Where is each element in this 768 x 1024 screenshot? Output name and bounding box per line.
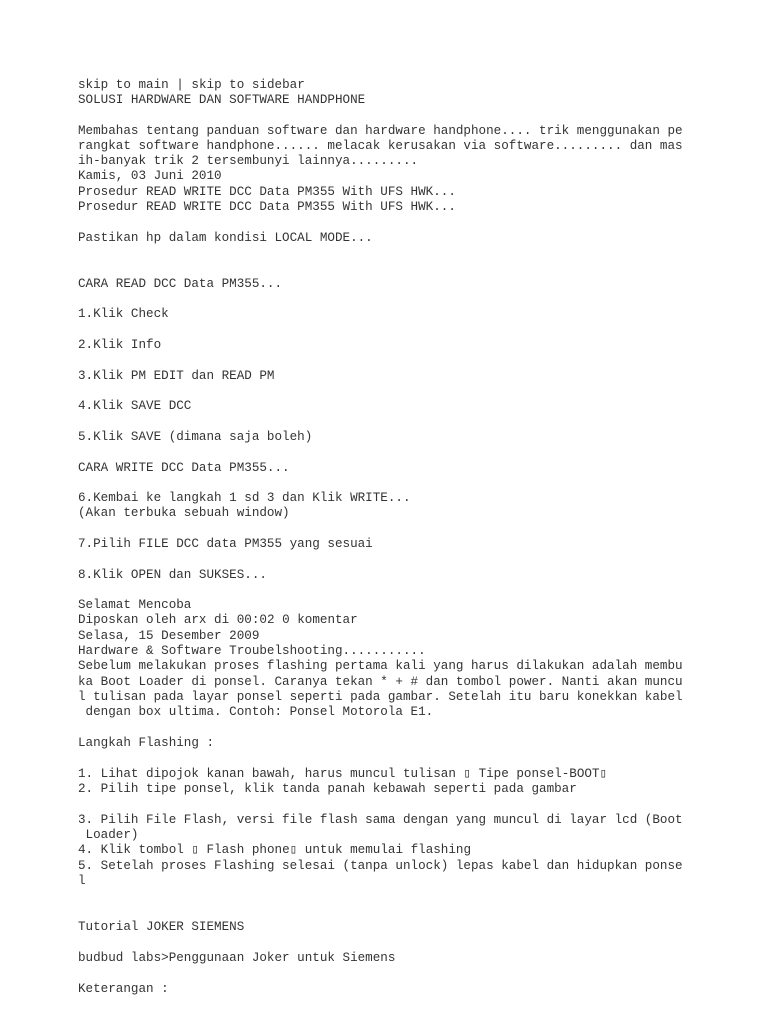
flash-step: 3. Pilih File Flash, versi file flash sama dengan yang muncul di layar lcd (Boot (78, 813, 683, 827)
write-step-note: (Akan terbuka sebuah window) (78, 506, 290, 520)
post-title: Tutorial JOKER SIEMENS (78, 920, 245, 934)
post-title-repeat: Prosedur READ WRITE DCC Data PM355 With UFS HWK... (78, 200, 456, 214)
read-heading: CARA READ DCC Data PM355... (78, 277, 283, 291)
post-title[interactable]: Hardware & Software Troubelshooting........... (78, 644, 426, 658)
footer-space (275, 613, 283, 627)
blog-description-line: rangkat software handphone...... melacak kerusakan via software......... dan mas (78, 139, 683, 153)
read-step: 4.Klik SAVE DCC (78, 399, 192, 413)
post-body-line: l tulisan pada layar ponsel seperti pada gambar. Setelah itu baru konekkan kabel (78, 690, 683, 704)
comments-link[interactable]: 0 komentar (282, 613, 358, 627)
blog-description-line: Membahas tentang panduan software dan hardware handphone.... trik menggunakan pe (78, 124, 683, 138)
flash-step: 4. Klik tombol ▯ Flash phone▯ untuk memulai flashing (78, 843, 472, 857)
footer-at: di (206, 613, 237, 627)
blog-title[interactable]: SOLUSI HARDWARE DAN SOFTWARE HANDPHONE (78, 93, 366, 107)
post-body-line: dengan box ultima. Contoh: Ponsel Motorola E1. (78, 705, 434, 719)
write-heading: CARA WRITE DCC Data PM355... (78, 461, 290, 475)
flash-step: 2. Pilih tipe ponsel, klik tanda panah kebawah seperti pada gambar (78, 782, 577, 796)
write-step: 8.Klik OPEN dan SUKSES... (78, 568, 267, 582)
author-link[interactable]: arx (183, 613, 207, 627)
flash-step: 5. Setelah proses Flashing selesai (tanpa unlock) lepas kabel dan hidupkan ponse (78, 859, 683, 873)
write-step: 7.Pilih FILE DCC data PM355 yang sesuai (78, 537, 373, 551)
read-step: 2.Klik Info (78, 338, 162, 352)
read-step: 5.Klik SAVE (dimana saja boleh) (78, 430, 313, 444)
post-body-line: ka Boot Loader di ponsel. Caranya tekan * + # dan tombol power. Nanti akan muncu (78, 675, 683, 689)
skip-links (78, 78, 305, 93)
flash-heading: Langkah Flashing : (78, 736, 215, 750)
post-date: Kamis, 03 Juni 2010 (78, 169, 222, 183)
post-intro: Pastikan hp dalam kondisi LOCAL MODE... (78, 231, 373, 245)
read-step: 1.Klik Check (78, 307, 169, 321)
skip-to-sidebar-link[interactable]: skip to sidebar (191, 78, 305, 92)
post-body-line: Sebelum melakukan proses flashing pertama kali yang harus dilakukan adalah membu (78, 659, 683, 673)
flash-step-continued: l (78, 874, 86, 888)
flash-step: 1. Lihat dipojok kanan bawah, harus muncul tulisan ▯ Tipe ponsel-BOOT▯ (78, 767, 608, 781)
post-title[interactable]: Prosedur READ WRITE DCC Data PM355 With UFS HWK... (78, 185, 456, 199)
post-time-link[interactable]: 00:02 (236, 613, 275, 627)
skip-separator: | (168, 78, 192, 92)
post-date: Selasa, 15 Desember 2009 (78, 629, 260, 643)
skip-to-main-link[interactable]: skip to main (78, 78, 169, 92)
write-step: 6.Kembai ke langkah 1 sd 3 dan Klik WRITE... (78, 491, 411, 505)
closing-text: Selamat Mencoba (78, 598, 192, 612)
flash-step-continued: Loader) (78, 828, 139, 842)
post-footer (78, 613, 358, 628)
post-subtitle: budbud labs>Penggunaan Joker untuk Siemens (78, 951, 396, 965)
read-step: 3.Klik PM EDIT dan READ PM (78, 369, 275, 383)
footer-prefix: Diposkan oleh (78, 613, 184, 627)
blog-description-line: ih-banyak trik 2 tersembunyi lainnya......... (78, 154, 419, 168)
note-heading: Keterangan : (78, 982, 169, 996)
